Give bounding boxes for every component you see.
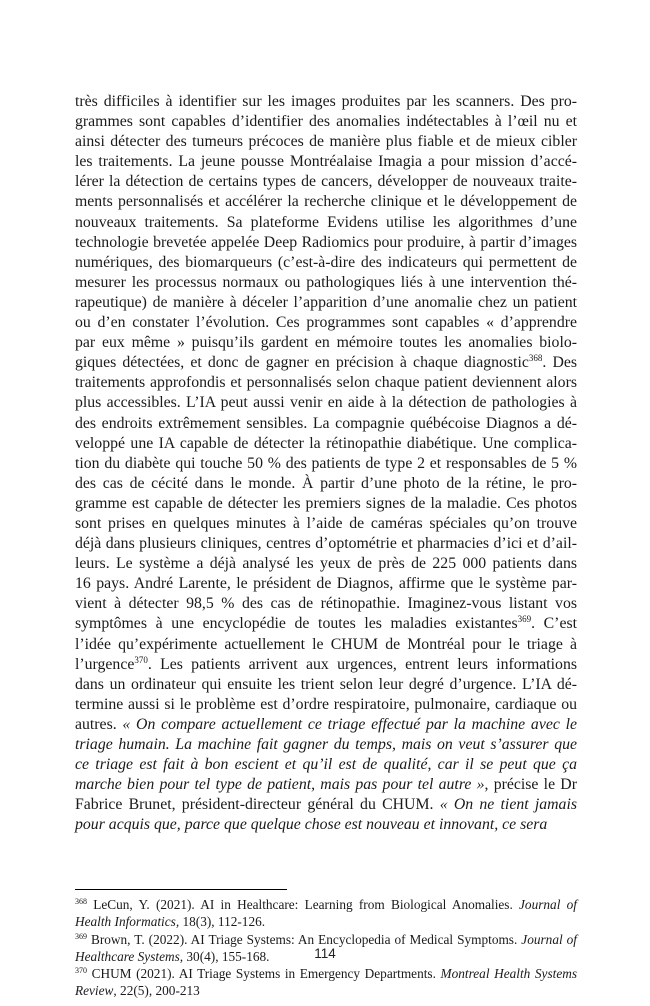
- page-number: 114: [314, 946, 336, 961]
- body-line: rapeutique) de manière à déceler l’apparition d’une anomalie chez un patient: [75, 293, 577, 311]
- body-line: [75, 815, 577, 835]
- body-line: [75, 735, 577, 755]
- quoted-text: « On ne tient jamais: [439, 796, 577, 814]
- body-line: plus accessibles. L’IA peut aussi venir en aide à la détection de pathologies à: [75, 394, 577, 412]
- footnote-369: $^{369}$ Brown, T. (2022). AI Triage Systems: An Encyclopedia of Medical Symptoms. Journal of Healthcare Systems, 30(4), 155-168.: [75, 931, 577, 964]
- body-line: giques détectées, et donc de gagner en précision à chaque diagnostic$^{368}$. Des: [75, 353, 578, 372]
- quoted-text: pour acquis que, parce que quelque chose est nouveau et innovant, ce sera: [75, 816, 548, 834]
- body-line: gramme est capable de détecter les premiers signes de la maladie. Ces photos: [75, 494, 577, 512]
- body-line: l’urgence$^{370}$. Les patients arrivent aux urgences, entrent leurs informations: [75, 654, 577, 673]
- journal-name: Journal of Healthcare Systems,: [75, 931, 577, 964]
- body-line: ou d’en constater l’évolution. Ces programmes sont capables « d’apprendre: [75, 314, 577, 332]
- journal-name: Montreal Health Systems Review: [75, 966, 577, 999]
- body-line: autres. « On compare actuellement ce triage effectué par la machine avec le: [75, 715, 577, 733]
- footnote-number: 370: [75, 966, 87, 976]
- footnote-number: 369: [75, 931, 87, 941]
- body-line: l’idée qu’expérimente actuellement le CHUM de Montréal pour le triage à: [75, 635, 577, 653]
- body-line: Fabrice Brunet, président-directeur général du CHUM. « On ne tient jamais: [75, 796, 577, 814]
- body-line: sont prises en quelques minutes à l’aide de caméras spéciales qu’on trouve: [75, 514, 577, 532]
- body-line: grammes sont capables d’identifier des anomalies indétectables à l’œil nu et: [75, 113, 577, 131]
- footnote-reference: 369: [517, 614, 532, 625]
- quoted-text: triage humain. La machine fait gagner du temps, mais on veut s’assurer que: [75, 736, 577, 753]
- body-line: lérer la détection de certains types de cancers, développer de nouveaux traite-: [75, 173, 577, 191]
- body-line: 16 pays. André Larente, le président de Diagnos, affirme que le système par-: [75, 575, 577, 593]
- quoted-text: marche bien pour tel type de patient, mais pas pour tel autre »: [75, 776, 485, 794]
- body-line: [75, 755, 577, 775]
- body-line: veloppé une IA capable de détecter la rétinopathie diabétique. Une complica-: [75, 434, 577, 452]
- body-line: termine aussi si le problème est d’ordre respiratoire, pulmonaire, cardiaque ou: [75, 695, 577, 713]
- footnote-reference: 370: [134, 654, 148, 665]
- body-line: les traitements. La jeune pousse Montréalaise Imagia a pour mission d’accé-: [75, 153, 577, 171]
- quoted-text: « On compare actuellement ce triage effectué par la machine avec le: [122, 715, 577, 733]
- body-line: tion du diabète qui touche 50 % des patients de type 2 et responsables de 5 %: [75, 454, 577, 472]
- quoted-text: ce triage est fait à bon escient et qu’il est de qualité, car il se peut que ça: [75, 756, 577, 774]
- body-line: leurs. Le système a déjà analysé les yeux de près de 225 000 patients dans: [75, 555, 577, 573]
- body-line: nouveaux traitements. Sa plateforme Evidens utilise les algorithmes d’une: [75, 213, 577, 231]
- body-line: ments personnalisés et accélérer la recherche clinique et le développement de: [75, 193, 577, 211]
- body-line: technologie brevetée appelée Deep Radiomics pour produire, à partir d’images: [75, 233, 577, 251]
- body-line: des endroits extrêmement sensibles. La compagnie québécoise Diagnos a dé-: [75, 414, 577, 432]
- footnote-370: $^{370}$ CHUM (2021). AI Triage Systems in Emergency Departments. Montreal Health Systems Review, 22(5), 200-213: [75, 966, 577, 999]
- body-line: vient à détecter 98,5 % des cas de rétinopathie. Imaginez-vous listant vos: [75, 595, 577, 613]
- footnote-number: 368: [75, 897, 87, 906]
- body-line: déjà dans plusieurs cliniques, centres d’optométrie et pharmacies d’ici et d’ail-: [75, 535, 577, 553]
- body-paragraph: [75, 92, 577, 835]
- body-line: symptômes à une encyclopédie de toutes les maladies existantes$^{369}$. C’est: [75, 614, 577, 633]
- body-line: dans un ordinateur qui ensuite les trient selon leur degré d’urgence. L’IA dé-: [75, 675, 577, 693]
- body-line: ainsi détecter des tumeurs précoces de manière plus fiable et de mieux cibler: [75, 133, 577, 151]
- footnote-368: $^{368}$ LeCun, Y. (2021). AI in Healthcare: Learning from Biological Anomalies. Journal of Health Informatics, 18(3), 112-126.: [75, 897, 577, 930]
- journal-name: Journal of Health Informatics,: [75, 897, 577, 930]
- body-line: numériques, des biomarqueurs (c’est-à-dire des indicateurs qui permettent de: [75, 253, 577, 271]
- body-line: marche bien pour tel type de patient, mais pas pour tel autre », précise le Dr: [75, 776, 577, 794]
- footnote-reference: 368: [528, 353, 543, 364]
- body-line: traitements approfondis et personnalisés selon chaque patient deviennent alors: [75, 374, 577, 392]
- body-line: des cas de cécité dans le monde. À partir d’une photo de la rétine, le pro-: [75, 474, 577, 492]
- footnote-separator: [75, 889, 287, 890]
- body-line: très difficiles à identifier sur les images produites par les scanners. Des pro-: [75, 93, 577, 110]
- body-line: par eux même » puisqu’ils gardent en mémoire toutes les anomalies biolo-: [75, 334, 577, 352]
- body-line: mesurer les processus normaux ou pathologiques liés à une intervention thé-: [75, 273, 577, 291]
